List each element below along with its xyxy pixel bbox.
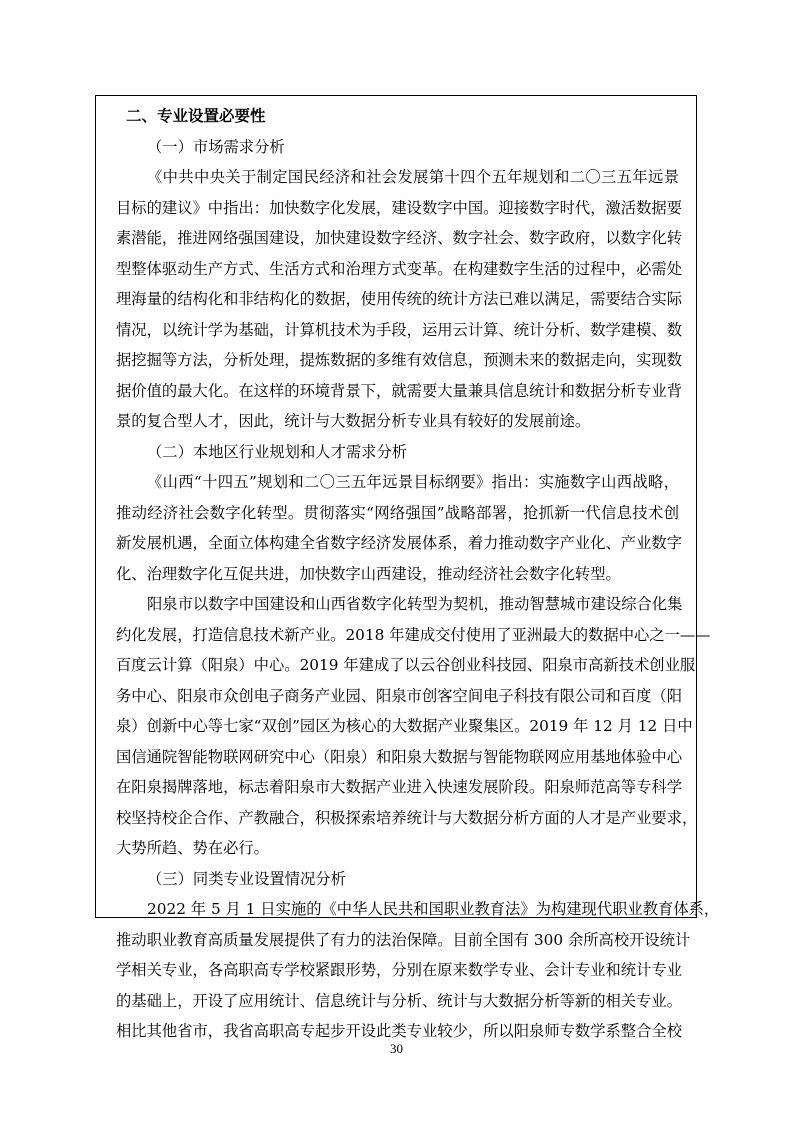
paragraph-line: 素潜能，推进网络强国建设，加快建设数字经济、数字社会、数字政府，以数字化转: [116, 229, 682, 247]
document-body: [116, 101, 720, 1047]
paragraph-line: 《山西“十四五”规划和二〇三五年远景目标纲要》指出：实施数字山西战略，: [147, 473, 679, 491]
paragraph-line: 2022 年 5 月 1 日实施的《中华人民共和国职业教育法》为构建现代职业教育体系，: [147, 900, 720, 918]
paragraph-line: 推动经济社会数字化转型。贯彻落实“网络强国”战略部署，抢抓新一代信息技术创: [116, 503, 679, 522]
section-heading: 二、专业设置必要性: [126, 107, 266, 125]
paragraph-line: 相比其他省市，我省高职高专起步开设此类专业较少，所以阳泉师专数学系整合全校: [116, 1022, 682, 1040]
page-number: 30: [390, 1041, 403, 1056]
paragraph-line: 务中心、阳泉市众创电子商务产业园、阳泉市创客空间电子科技有限公司和百度（阳: [116, 686, 682, 705]
paragraph-line: 泉）创新中心等七家“双创”园区为核心的大数据产业聚集区。2019 年 12 月 12 日中: [116, 717, 693, 735]
paragraph-line: 阳泉市以数字中国建设和山西省数字化转型为契机，推动智慧城市建设综合化集: [147, 595, 683, 613]
paragraph-line: 校坚持校企合作、产教融合，积极探索培养统计与大数据分析方面的人才是产业要求，: [116, 808, 698, 827]
paragraph-line: 理海量的结构化和非结构化的数据，使用传统的统计方法已难以满足，需要结合实际: [116, 290, 682, 308]
paragraph-line: 学相关专业，各高职高专学校紧跟形势，分别在原来数学专业、会计专业和统计专业: [116, 961, 682, 979]
paragraph-line: 的基础上，开设了应用统计、信息统计与分析、统计与大数据分析等新的相关专业。: [116, 991, 682, 1010]
paragraph-line: 约化发展，打造信息技术新产业。2018 年建成交付使用了亚洲最大的数据中心之一——: [116, 625, 711, 644]
paragraph-line: 情况，以统计学为基础，计算机技术为手段，运用云计算、统计分析、数学建模、数: [116, 320, 682, 339]
paragraph-line: 在阳泉揭牌落地，标志着阳泉市大数据产业进入快速发展阶段。阳泉师范高等专科学: [116, 778, 682, 796]
paragraph-line: 景的复合型人才，因此，统计与大数据分析专业具有较好的发展前途。: [116, 412, 591, 430]
subsection-heading-market-demand: （一）市场需求分析: [147, 137, 285, 156]
paragraph-line: 推动职业教育高质量发展提供了有力的法治保障。目前全国有 300 余所高校开设统计: [116, 930, 691, 949]
paragraph-line: 国信通院智能物联网研究中心（阳泉）和阳泉大数据与智能物联网应用基地体验中心: [116, 747, 682, 766]
content-frame: [95, 95, 720, 1040]
paragraph-line: 目标的建议》中指出：加快数字化发展，建设数字中国。迎接数字时代，激活数据要: [116, 198, 682, 217]
paragraph-line: 百度云计算（阳泉）中心。2019 年建成了以云谷创业科技园、阳泉市高新技术创业服: [116, 656, 696, 674]
paragraph-line: 化、治理数字化互促共进，加快数字山西建设，推动经济社会数字化转型。: [116, 564, 621, 583]
paragraph-line: 型整体驱动生产方式、生活方式和治理方式变革。在构建数字生活的过程中，必需处: [116, 259, 682, 278]
paragraph-line: 新发展机遇，全面立体构建全省数字经济发展体系，着力推动数字产业化、产业数字: [116, 534, 682, 552]
subsection-heading-similar-majors: （三）同类专业设置情况分析: [147, 869, 346, 888]
subsection-heading-regional-planning: （二）本地区行业规划和人才需求分析: [147, 442, 408, 461]
paragraph-line: 大势所趋、势在必行。: [116, 839, 269, 857]
paragraph-line: 据挖掘等方法，分析处理，提炼数据的多维有效信息，预测未来的数据走向，实现数: [116, 351, 682, 369]
paragraph-line: 《中共中央关于制定国民经济和社会发展第十四个五年规划和二〇三五年远景: [147, 168, 679, 186]
paragraph-line: 据价值的最大化。在这样的环境背景下，就需要大量兼具信息统计和数据分析专业背: [116, 381, 682, 400]
